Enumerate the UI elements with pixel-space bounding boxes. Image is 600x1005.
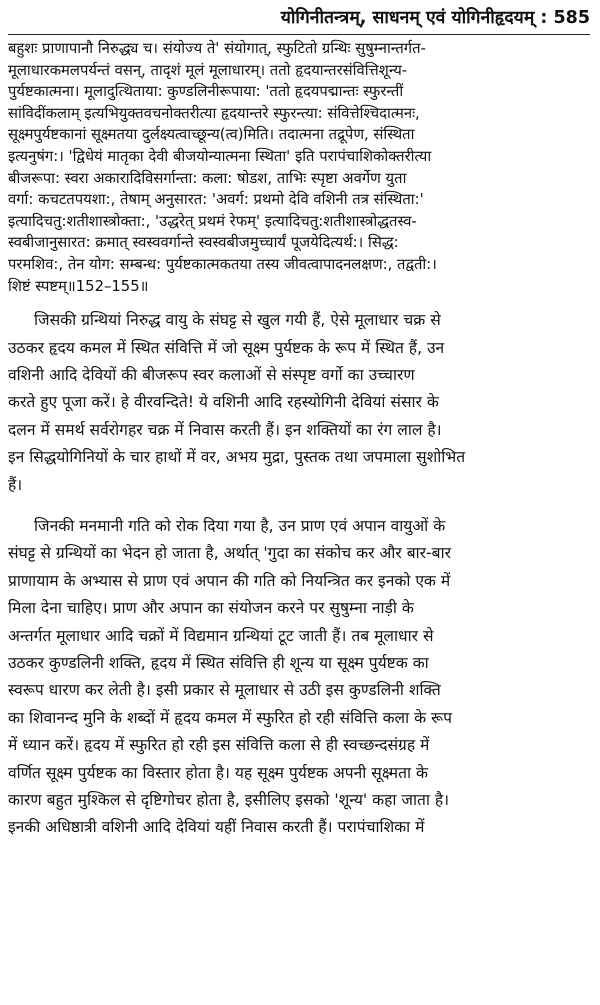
sanskrit-line: सूक्ष्मपुर्यष्टकानां सूक्ष्मतया दुर्लक्ष्यत्वाच्छून्य(त्व)मिति। तदात्मना तद्रूपेण, संस्थिता xyxy=(8,126,415,144)
paragraph-line: वशिनी आदि देवियों की बीजरूप स्वर कलाओं से संस्पृष्ट वर्गो का उच्चारण xyxy=(8,365,415,384)
sanskrit-line: स्वबीजानुसारत: क्रमात् स्वस्ववर्गान्ते स्वस्वबीजमुच्चार्यं पूजयेदित्यर्थ:। सिद्ध: xyxy=(8,234,399,252)
paragraph-line: कारण बहुत मुश्किल से दृष्टिगोचर होता है, इसीलिए इसको 'शून्य' कहा जाता है। xyxy=(8,791,450,810)
sanskrit-line: सांविदींकलाम् इत्यभियुक्तवचनोक्तरीत्या हृदयान्तरे स्फुरन्त्या: संवित्तेश्चिदात्मनः, xyxy=(8,104,420,122)
paragraph-line: वर्णित सूक्ष्म पुर्यष्टक का विस्तार होता है। यह सूक्ष्म पुर्यष्टक अपनी सूक्ष्मता के xyxy=(8,763,428,782)
paragraph-line: मिला देना चाहिए। प्राण और अपान का संयोजन करने पर सुषुम्ना नाड़ी के xyxy=(8,599,414,618)
paragraph-line: प्राणायाम के अभ्यास से प्राण एवं अपान की गति को नियन्त्रित कर इनको एक में xyxy=(8,571,451,590)
sanskrit-line: मूलाधारकमलपर्यन्तं वसन्, तादृशं मूलं मूलाधारम्। ततो हृदयान्तरसंवित्तिशून्य- xyxy=(8,61,408,79)
paragraph-line: हैं। xyxy=(8,475,23,494)
paragraph-line: जिसकी ग्रन्थियां निरुद्ध वायु के संघट्ट से खुल गयी हैं, ऐसे मूलाधार चक्र से xyxy=(34,311,441,330)
sanskrit-line: बीजरूपा: स्वरा अकारादिविसर्गान्ता: कला: षोडश, ताभिः स्पृष्टा अवर्गेण युता xyxy=(8,169,407,187)
sanskrit-line: इत्यनुषंग:। 'द्विधेयं मातृका देवी बीजयोन्यात्मना स्थिता' इति परापंचाशिकोक्तरीत्या xyxy=(8,147,432,165)
paragraph-line: करते हुए पूजा करें। हे वीरवन्दिते! ये वशिनी आदि रहस्योगिनी देवियां संसार के xyxy=(8,393,439,412)
sanskrit-line: वर्गा: कचटतपयशा:, तेषाम् अनुसारत: 'अवर्ग: प्रथमो देवि वशिनी तत्र संस्थिता:' xyxy=(8,191,424,209)
paragraph-line: इन सिद्धयोगिनियों के चार हाथों में वर, अभय मुद्रा, पुस्तक तथा जपमाला सुशोभित xyxy=(8,448,466,467)
sanskrit-line: शिष्टं स्पष्टम्॥152–155॥ xyxy=(8,277,149,295)
sanskrit-commentary xyxy=(8,38,590,297)
sanskrit-line: पुर्यष्टकात्मना। मूलादुत्थिताया: कुण्डलिनीरूपाया: 'ततो हृदयपद्मान्तः स्फुरन्तीं xyxy=(8,83,404,101)
running-head: योगिनीतन्त्रम्, साधनम् एवं योगिनीहृदयम् : 585 xyxy=(8,6,590,35)
hindi-paragraph-1 xyxy=(8,307,590,499)
paragraph-line: जिनकी मनमानी गति को रोक दिया गया है, उन प्राण एवं अपान वायुओं के xyxy=(34,516,446,535)
sanskrit-line: परमशिव:, तेन योग: सम्बन्ध: पुर्यष्टकात्मकतया तस्य जीवत्वापादनलक्षण:, तद्वती:। xyxy=(8,255,437,273)
sanskrit-line: बहुशः प्राणापानौ निरुद्ध्य च। संयोज्य ते' संयोगात्, स्फुटितो ग्रन्थिः सुषुम्नान्तर्गत- xyxy=(8,40,426,57)
paragraph-line: इनकी अधिष्ठात्री वशिनी आदि देवियां यहीं निवास करती हैं। परापंचाशिका में xyxy=(8,818,425,837)
sanskrit-line: इत्यादिचतु:शतीशास्त्रोक्ता:, 'उद्धरेत् प्रथमं रेफम्' इत्यादिचतु:शतीशास्त्रोद्धतस्व- xyxy=(8,212,417,230)
paragraph-line: उठकर हृदय कमल में स्थित संवित्ति में जो सूक्ष्म पुर्यष्टक के रूप में स्थित हैं, उन xyxy=(8,338,445,357)
paragraph-line: दलन में समर्थ सर्वरोगहर चक्र में निवास करती हैं। इन शक्तियों का रंग लाल है। xyxy=(8,420,442,439)
paragraph-line: अन्तर्गत मूलाधार आदि चक्रों में विद्यमान ग्रन्थियां टूट जाती हैं। तब मूलाधार से xyxy=(8,626,434,645)
paragraph-line: स्वरूप धारण कर लेती है। इसी प्रकार से मूलाधार से उठी इस कुण्डलिनी शक्ति xyxy=(8,681,441,700)
paragraph-line: संघट्ट से ग्रन्थियों का भेदन हो जाता है, अर्थात् 'गुदा का संकोच कर और बार-बार xyxy=(8,544,451,563)
paragraph-line: का शिवानन्द मुनि के शब्दों में हृदय कमल में स्फुरित हो रही संवित्ति कला के रूप xyxy=(8,708,453,727)
paragraph-line: में ध्यान करें। हृदय में स्फुरित हो रही इस संवित्ति कला से ही स्वच्छन्दसंग्रह में xyxy=(8,736,430,755)
hindi-paragraph-2 xyxy=(8,513,590,842)
paragraph-line: उठकर कुण्डलिनी शक्ति, हृदय में स्थित संवित्ति ही शून्य या सूक्ष्म पुर्यष्टक का xyxy=(8,654,429,672)
